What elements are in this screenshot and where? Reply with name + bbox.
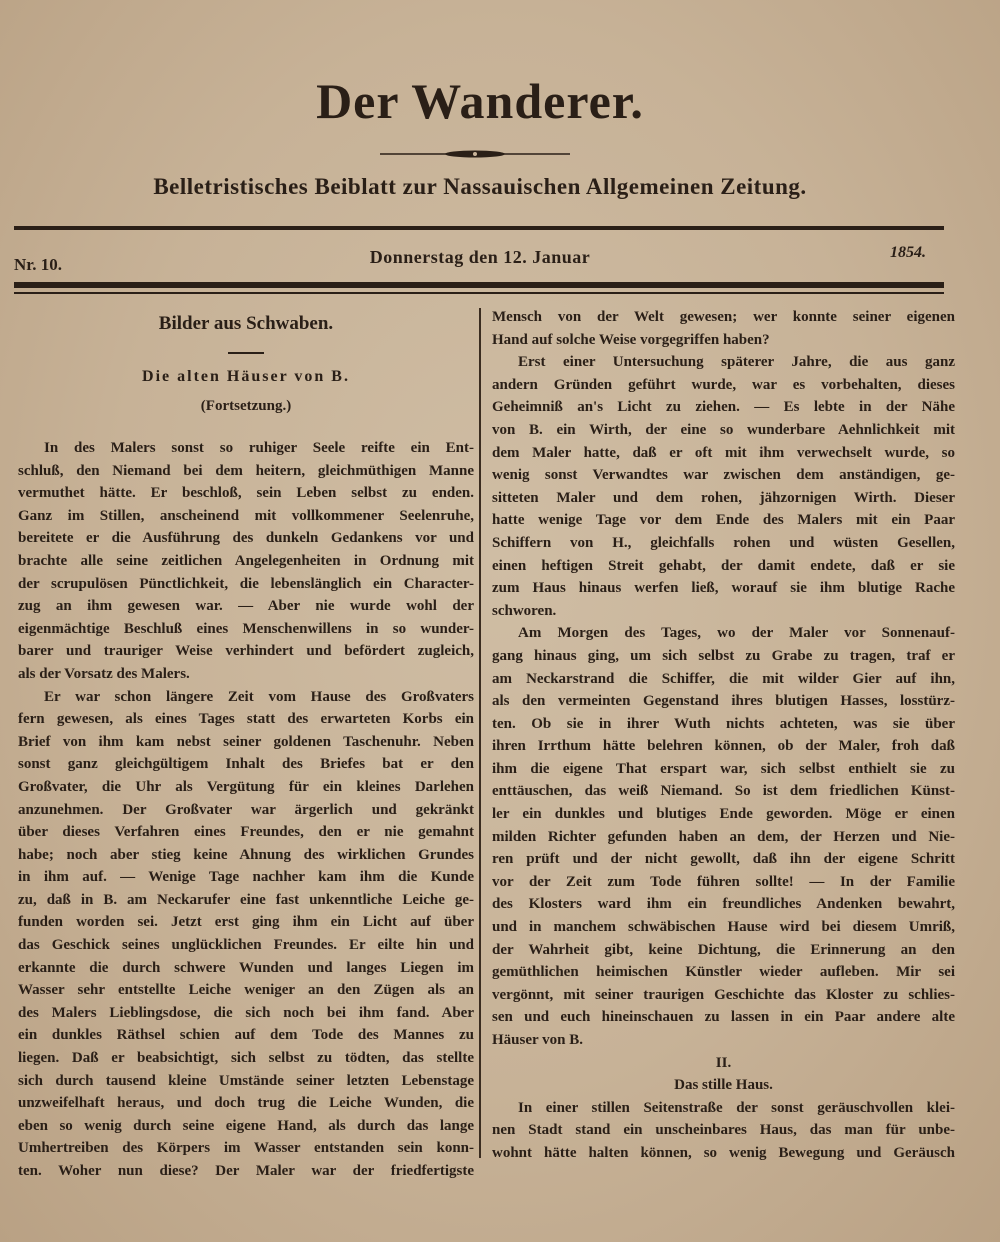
issue-date: Donnerstag den 12. Januar bbox=[369, 247, 591, 267]
text-line: ten. Ob sie in ihrer Wuth nichts achteten, was sie über bbox=[492, 715, 955, 732]
text-line: Er war schon längere Zeit vom Hause des Großvaters bbox=[44, 688, 474, 705]
text-line: gang hinaus ging, um sich selbst zu Grabe zu tragen, traf er bbox=[492, 647, 955, 664]
text-line: als der Vorsatz des Malers. bbox=[18, 665, 190, 682]
text-line: von B. ein Wirth, der eine so wunderbare Aehnlichkeit mit bbox=[492, 421, 955, 438]
text-line: milden Richter gefunden haben an dem, der Herzen und Nie- bbox=[492, 828, 955, 845]
text-line: das Geschick seines unglücklichen Freundes. Er eilte hin und bbox=[18, 937, 474, 954]
text-line: ler ein dunkles und blutiges Ende geworden. Möge er einen bbox=[492, 806, 955, 823]
text-line: habe; noch aber stieg keine Ahnung des wirklichen Grundes bbox=[18, 846, 474, 863]
text-line: funden worden sei. Jetzt erst ging ihm ein Licht auf über bbox=[18, 914, 474, 931]
text-line: Hand auf solche Weise vorgegriffen haben? bbox=[492, 331, 770, 348]
text-line: Häuser von B. bbox=[492, 1032, 583, 1048]
text-line: bereitete er die Ausführung des dunkeln Gedankens vor und bbox=[18, 530, 474, 547]
ornament-divider-icon bbox=[380, 150, 570, 158]
text-line: ten. Woher nun diese? Der Maler war der friedfertigste bbox=[18, 1163, 474, 1179]
text-line: ren prüft und der nicht gewollt, daß ihn der eigene Schritt bbox=[492, 851, 955, 868]
text-line: des Malers Lieblingsdose, die sich noch bei ihm fand. Aber bbox=[18, 1004, 474, 1021]
text-line: andern Gründen geführt wurde, war es vorbehalten, dieses bbox=[492, 376, 955, 393]
text-line: schworen. bbox=[492, 602, 557, 619]
text-line: einen heftigen Streit gehabt, der damit endete, daß er sie bbox=[492, 557, 955, 574]
text-line: Schiffern von H., gleichfalls rohen und wüsten Gesellen, bbox=[492, 534, 955, 551]
text-line: sitteten Maler und dem rohen, jähzornigen Wirth. Dieser bbox=[492, 489, 955, 506]
text-line: der Wahrheit gibt, keine Dichtung, die Erinnerung an den bbox=[492, 941, 955, 958]
text-line: unzweifelhaft heraus, und doch trug die Leiche Wunden, die bbox=[18, 1095, 474, 1112]
heading-dash bbox=[228, 352, 264, 354]
text-line: eigenmächtige Beschluß eines Menschenwillens in so wunder- bbox=[18, 620, 474, 637]
text-line: Am Morgen des Tages, wo der Maler vor Sonnenauf- bbox=[518, 625, 955, 642]
text-line: ihren Irrthum hätte belehren können, ob der Maler, froh daß bbox=[492, 738, 955, 755]
text-line: Wasser sehr entstellte Leiche weniger an den Zügen als an bbox=[18, 982, 474, 999]
right-column bbox=[492, 306, 955, 1165]
header-rule bbox=[14, 226, 944, 230]
text-line: nen Stadt stand ein unscheinbares Haus, das man für unbe- bbox=[492, 1122, 955, 1139]
section-heading: II. bbox=[715, 1054, 732, 1071]
text-line: sich durch tausend kleine Umstände seiner letzten Lebenstage bbox=[18, 1072, 474, 1089]
text-line: ihm die eigene That erspart war, sich selbst enthielt sie zu bbox=[492, 760, 955, 777]
text-line: der scrupulösen Pünctlichkeit, die lebenslänglich ein Character- bbox=[18, 575, 474, 592]
text-line: vergönnt, mit seiner traurigen Geschichte das Kloster zu schlies- bbox=[492, 986, 955, 1003]
text-line: über dieses Verfahren eines Freundes, den er nie gemahnt bbox=[18, 824, 474, 841]
column-divider bbox=[479, 308, 481, 1158]
text-line: vor der Zeit zum Tode führen sollte! — In der Familie bbox=[492, 873, 955, 890]
text-line: anzunehmen. Der Großvater war ärgerlich und gekränkt bbox=[18, 801, 474, 818]
text-line: und in manchem schwäbischen Hause wird bei diesem Umriß, bbox=[492, 919, 955, 936]
text-line: liegen. Daß er beabsichtigt, sich selbst zu tödten, das stellte bbox=[18, 1050, 474, 1067]
text-line: ein dunkles Räthsel schien auf dem Tode des Mannes zu bbox=[18, 1027, 474, 1044]
issue-year: 1854. bbox=[890, 244, 926, 261]
text-line: als den vermeinten Gegenstand ihres blutigen Hasses, losstürz- bbox=[492, 693, 955, 710]
text-line: Umhertreiben des Körpers im Wasser entstanden sein konn- bbox=[18, 1140, 474, 1157]
header-rule-thick bbox=[14, 282, 944, 288]
text-line: wenig sonst Verwandtes war zwischen dem anständigen, ge- bbox=[492, 467, 955, 484]
text-line: gemüthlichen heimischen Künstler wieder aufleben. Mir sei bbox=[492, 964, 955, 981]
text-line: wohnt hätte halten können, so wenig Bewegung und Geräusch bbox=[492, 1144, 955, 1161]
text-line: fern gewesen, als eines Tages statt des erwarteten Korbs ein bbox=[18, 711, 474, 728]
article-title: Die alten Häuser von B. bbox=[142, 368, 350, 385]
newspaper-subtitle: Belletristisches Beiblatt zur Nassauischen Allgemeinen Zeitung. bbox=[153, 174, 807, 199]
text-line: Brief von ihm kam nebst seiner goldenen Taschenuhr. Neben bbox=[18, 733, 474, 750]
text-line: erkannte die durch schwere Wunden und langes Liegen im bbox=[18, 959, 474, 976]
text-line: hatte wenige Tage vor dem Ende des Malers mit ein Paar bbox=[492, 512, 955, 529]
text-line: sonst ganz gleichgültigem Inhalt des Briefes bat er den bbox=[18, 756, 474, 773]
text-line: vermuthet hätte. Er beschloß, sein Leben selbst zu enden. bbox=[18, 485, 474, 502]
series-heading: Bilder aus Schwaben. bbox=[158, 313, 334, 334]
continued-note: (Fortsetzung.) bbox=[200, 398, 292, 414]
text-line: dem Maler hatte, daß er oft mit ihm verwechselt wurde, so bbox=[492, 444, 955, 461]
text-line: sen und euch hineinschauen zu lassen in ein Paar andere alte bbox=[492, 1009, 955, 1026]
text-line: Ganz im Stillen, anscheinend mit vollkommener Seelenruhe, bbox=[18, 507, 474, 524]
text-line: zu, daß in B. am Neckarufer eine fast unkenntliche Leiche ge- bbox=[18, 891, 474, 908]
text-line: zum Haus hinaus werfen ließ, worauf sie ihm blutige Rache bbox=[492, 580, 955, 597]
text-line: enttäuschen, das weiß Niemand. So ist dem friedlichen Künst- bbox=[492, 783, 955, 800]
text-line: In des Malers sonst so ruhiger Seele reifte ein Ent- bbox=[44, 440, 474, 456]
text-line: Mensch von der Welt gewesen; wer konnte seiner eigenen bbox=[492, 309, 955, 325]
newspaper-title: Der Wanderer. bbox=[316, 73, 644, 129]
text-line: barer und trauriger Weise verhindert und befördert zugleich, bbox=[18, 643, 474, 660]
section-heading: Das stille Haus. bbox=[674, 1077, 773, 1094]
text-line: Erst einer Untersuchung späterer Jahre, die aus ganz bbox=[518, 354, 955, 371]
text-line: schluß, den Niemand bei dem heitern, gleichmüthigen Manne bbox=[18, 462, 474, 479]
text-line: am Neckarstrand die Schiffer, die mit wilder Gier auf ihn, bbox=[492, 670, 955, 687]
text-line: zug an ihm gewesen war. — Aber nie wurde wohl der bbox=[18, 598, 474, 615]
text-line: brachte alle seine zeitlichen Angelegenheiten in Ordnung mit bbox=[18, 552, 474, 569]
header-rule-thin bbox=[14, 292, 944, 294]
text-line: des Klosters ward ihm ein freundliches Andenken bewahrt, bbox=[492, 896, 955, 913]
text-line: Großvater, die Uhr als Vergütung für ein kleines Darlehen bbox=[18, 778, 474, 795]
left-column bbox=[18, 437, 474, 1183]
text-line: in ihm auf. — Wenige Tage nachher kam ihm die Kunde bbox=[18, 869, 474, 886]
text-line: eben so wenig durch seine eigene Hand, als durch das lange bbox=[18, 1117, 474, 1134]
issue-number: Nr. 10. bbox=[14, 255, 63, 274]
text-line: Geheimniß an's Licht zu ziehen. — Es lebte in der Nähe bbox=[492, 399, 955, 416]
text-line: In einer stillen Seitenstraße der sonst geräuschvollen klei- bbox=[518, 1099, 955, 1116]
